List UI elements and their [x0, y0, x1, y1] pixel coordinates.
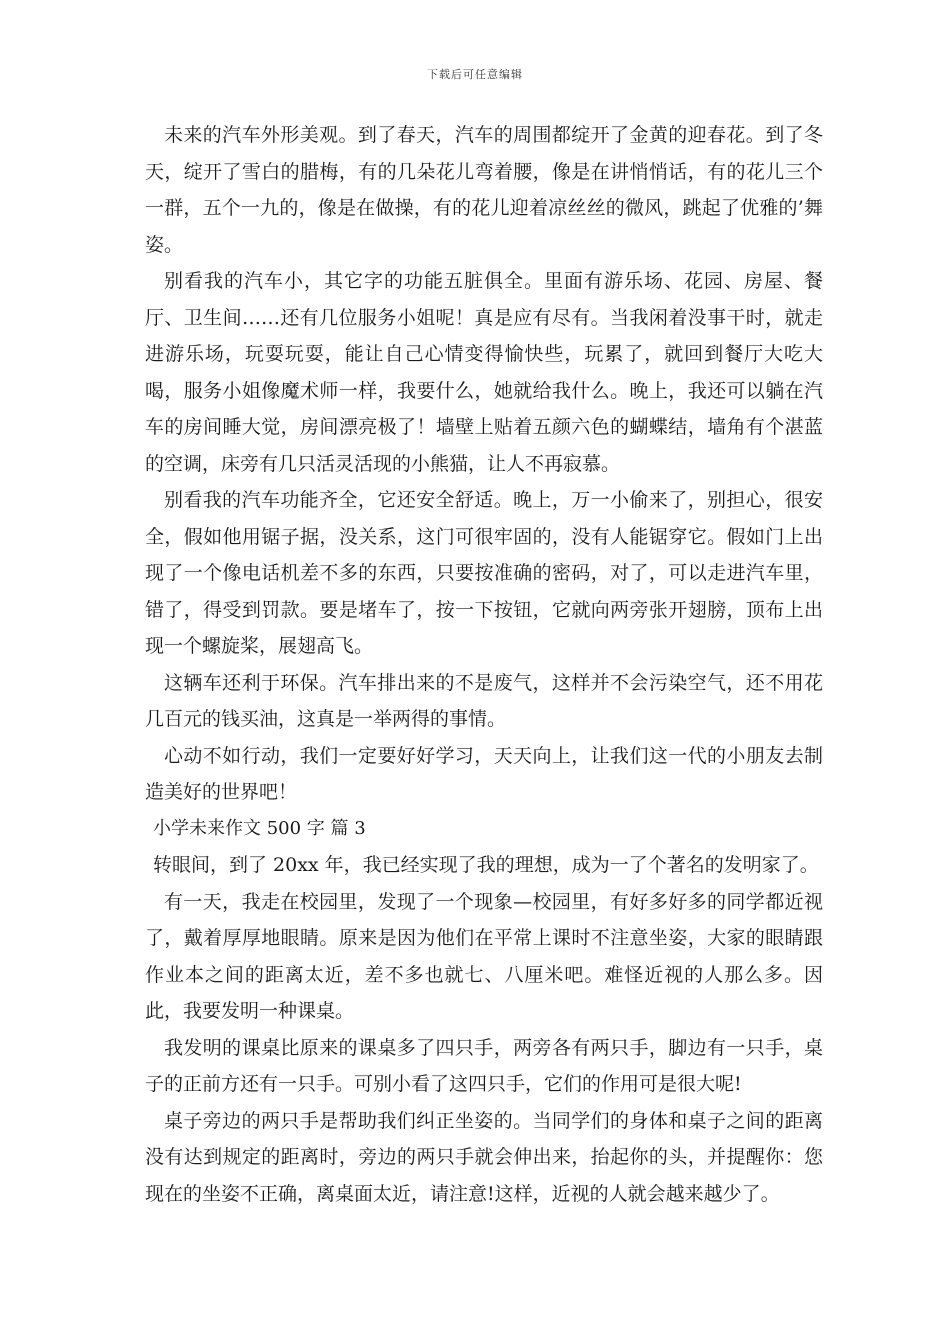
paragraph-4: 这辆车还利于环保。汽车排出来的不是废气，这样并不会污染空气，还不用花几百元的钱买油，这真是一举两得的事情。 [145, 671, 823, 730]
paragraph-9: 桌子旁边的两只手是帮助我们纠正坐姿的。当同学们的身体和桌子之间的距离没有达到规定的距离时，旁边的两只手就会伸出来，抬起你的头，并提醒你：您现在的坐姿不正确，离桌面太近，请注意!这样，近视的人就会越来越少了。 [145, 1109, 823, 1205]
paragraph-7: 有一天，我走在校园里，发现了一个现象—校园里，有好多好多的同学都近视了，戴着厚厚地眼睛。原来是因为他们在平常上课时不注意坐姿，大家的眼睛跟作业本之间的距离太近，差不多也就七、八厘米吧。难怪近视的人那么多。因此，我要发明一种课桌。 [145, 890, 823, 1022]
document-body [145, 117, 823, 1212]
paragraph-1: 未来的汽车外形美观。到了春天，汽车的周围都绽开了金黄的迎春花。到了冬天，绽开了雪白的腊梅，有的几朵花儿弯着腰，像是在讲悄悄话，有的花儿三个一群，五个一九的，像是在做操，有的花儿迎着凉丝丝的微风，跳起了优雅的’舞姿。 [145, 124, 823, 256]
paragraph-2: 别看我的汽车小，其它字的功能五脏俱全。里面有游乐场、花园、房屋、餐厅、卫生间……还有几位服务小姐呢！真是应有尽有。当我闲着没事干时，就走进游乐场，玩耍玩耍，能让自己心情变得愉快些，玩累了，就回到餐厅大吃大喝，服务小姐像魔术师一样，我要什么，她就给我什么。晚上，我还可以躺在汽车的房间睡大觉，房间漂亮极了！墙壁上贴着五颜六色的蝴蝶结，墙角有个湛蓝的空调，床旁有几只活灵活现的小熊猫，让人不再寂慕。 [145, 270, 823, 475]
paragraph-5: 心动不如行动，我们一定要好好学习，天天向上，让我们这一代的小朋友去制造美好的世界吧！ [145, 744, 823, 803]
page-header: 下载后可任意编辑 [427, 68, 523, 81]
section-heading: 小学未来作文 500 字 篇 3 [153, 817, 366, 839]
paragraph-3: 别看我的汽车功能齐全，它还安全舒适。晚上，万一小偷来了，别担心，很安全，假如他用锯子据，没关系，这门可很牢固的，没有人能锯穿它。假如门上出现了一个像电话机差不多的东西，只要按准确的密码，对了，可以走进汽车里，错了，得受到罚款。要是堵车了，按一下按钮，它就向两旁张开翅膀，顶布上出现一个螺旋桨，展翅高飞。 [145, 489, 823, 657]
paragraph-6: 转眼间，到了 20xx 年，我已经实现了我的理想，成为一了个著名的发明家了。 [153, 854, 819, 876]
paragraph-8: 我发明的课桌比原来的课桌多了四只手，两旁各有两只手，脚边有一只手，桌子的正前方还有一只手。可别小看了这四只手，它们的作用可是很大呢! [145, 1036, 823, 1095]
